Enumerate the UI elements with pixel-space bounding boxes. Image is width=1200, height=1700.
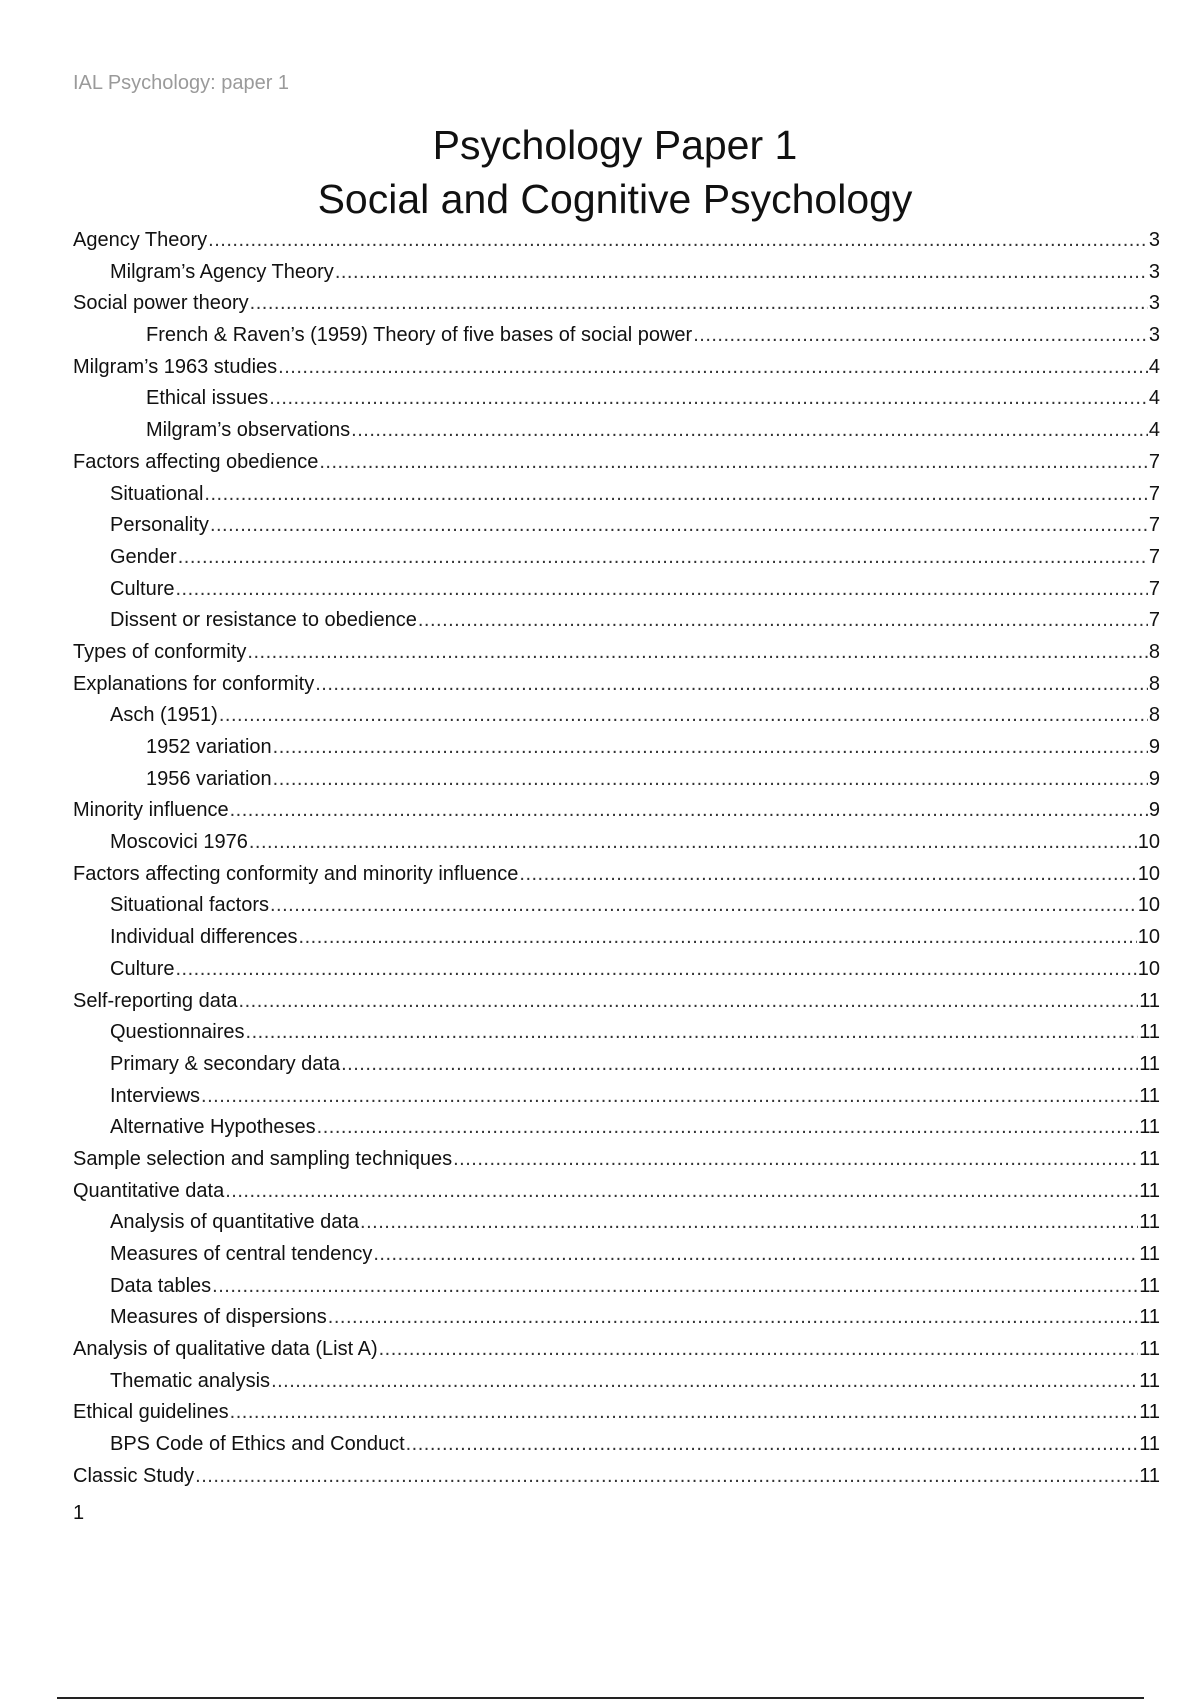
toc-dot-leader: [247, 637, 1147, 669]
toc-entry-page-number[interactable]: 3: [1148, 229, 1160, 251]
toc-dot-leader: [278, 352, 1148, 384]
toc-entry-page-number[interactable]: 10: [1137, 831, 1160, 854]
toc-entry-label[interactable]: Ethical guidelines: [73, 1401, 229, 1424]
toc-entry[interactable]: [73, 700, 1160, 732]
toc-entry[interactable]: [73, 1239, 1160, 1271]
toc-entry-label[interactable]: Situational factors: [110, 894, 269, 917]
toc-entry[interactable]: [73, 288, 1160, 320]
toc-entry-page-number[interactable]: 7: [1148, 545, 1160, 568]
toc-dot-leader: [328, 1302, 1138, 1334]
toc-entry-label[interactable]: Measures of central tendency: [110, 1243, 373, 1265]
toc-entry-label[interactable]: Measures of dispersions: [110, 1306, 327, 1329]
toc-entry-page-number[interactable]: 11: [1139, 1401, 1160, 1424]
toc-entry-page-number[interactable]: 8: [1148, 672, 1160, 695]
toc-entry-label[interactable]: Quantitative data: [73, 1179, 225, 1202]
toc-entry-page-number[interactable]: 11: [1139, 1179, 1160, 1202]
toc-entry-label[interactable]: Culture: [110, 577, 175, 600]
toc-entry[interactable]: [73, 986, 1160, 1018]
toc-entry-label[interactable]: Asch (1951): [110, 704, 218, 727]
toc-entry[interactable]: [73, 574, 1160, 606]
toc-entry-page-number[interactable]: 3: [1148, 292, 1160, 315]
toc-dot-leader: [269, 383, 1148, 415]
toc-entry[interactable]: [73, 542, 1160, 574]
toc-entry-label[interactable]: Self-reporting data: [73, 989, 238, 1012]
toc-entry-label[interactable]: Analysis of qualitative data (List A): [73, 1338, 378, 1361]
toc-entry[interactable]: [73, 352, 1160, 384]
toc-entry-page-number[interactable]: 7: [1148, 609, 1160, 632]
toc-entry-label[interactable]: Personality: [110, 514, 209, 537]
toc-entry[interactable]: [73, 1366, 1160, 1398]
toc-entry-page-number[interactable]: 11: [1139, 1243, 1160, 1265]
toc-entry-page-number[interactable]: 8: [1148, 640, 1160, 663]
toc-dot-leader: [249, 827, 1137, 859]
toc-entry-page-number[interactable]: 11: [1139, 1306, 1160, 1329]
toc-entry-label[interactable]: Types of conformity: [73, 640, 247, 663]
toc-entry-page-number[interactable]: 11: [1139, 1116, 1160, 1139]
toc-entry-label[interactable]: Situational: [110, 482, 204, 505]
toc-entry[interactable]: [73, 1049, 1160, 1081]
toc-dot-leader: [341, 1049, 1138, 1081]
title-line-2: Social and Cognitive Psychology: [317, 176, 913, 222]
toc-entry-label[interactable]: Interviews: [110, 1084, 201, 1107]
toc-dot-leader: [201, 1081, 1138, 1113]
toc-dot-leader: [335, 257, 1148, 289]
toc-dot-leader: [693, 320, 1148, 352]
toc-entry-page-number[interactable]: 10: [1137, 894, 1160, 917]
toc-dot-leader: [230, 1397, 1139, 1429]
toc-dot-leader: [208, 225, 1148, 257]
toc-dot-leader: [270, 890, 1137, 922]
toc-dot-leader: [315, 669, 1148, 701]
toc-dot-leader: [195, 1461, 1138, 1493]
toc-entry-page-number[interactable]: 11: [1139, 1147, 1160, 1170]
toc-entry[interactable]: [73, 1271, 1160, 1303]
toc-entry[interactable]: [73, 1334, 1160, 1366]
toc-entry[interactable]: [73, 257, 1160, 289]
toc-entry-label[interactable]: Primary & secondary data: [110, 1052, 341, 1075]
toc-entry[interactable]: [73, 383, 1160, 415]
toc-dot-leader: [239, 986, 1139, 1018]
toc-entry-page-number[interactable]: 11: [1139, 1211, 1160, 1234]
toc-entry[interactable]: [73, 1429, 1160, 1461]
toc-entry-page-number[interactable]: 9: [1148, 767, 1160, 790]
toc-entry-label[interactable]: French & Raven’s (1959) Theory of five bases of social power: [146, 324, 693, 347]
toc-dot-leader: [453, 1144, 1138, 1176]
toc-entry-page-number[interactable]: 7: [1148, 577, 1160, 600]
toc-dot-leader: [418, 605, 1148, 637]
toc-entry-label[interactable]: Milgram’s observations: [146, 419, 351, 442]
toc-entry-label[interactable]: Milgram’s 1963 studies: [73, 355, 278, 378]
toc-entry[interactable]: [73, 954, 1160, 986]
toc-entry[interactable]: [73, 225, 1160, 257]
toc-entry-page-number[interactable]: 4: [1148, 419, 1160, 442]
toc-entry[interactable]: [73, 764, 1160, 796]
toc-entry[interactable]: [73, 1112, 1160, 1144]
toc-entry[interactable]: [73, 890, 1160, 922]
toc-entry-page-number[interactable]: 11: [1139, 1052, 1160, 1075]
toc-dot-leader: [360, 1207, 1138, 1239]
toc-entry-label[interactable]: BPS Code of Ethics and Conduct: [110, 1433, 405, 1456]
toc-dot-leader: [351, 415, 1148, 447]
toc-entry[interactable]: [73, 510, 1160, 542]
toc-entry-page-number[interactable]: 4: [1148, 355, 1160, 378]
toc-entry-label[interactable]: Dissent or resistance to obedience: [110, 609, 417, 632]
title-line-1: Psychology Paper 1: [432, 122, 798, 168]
toc-entry-label[interactable]: Moscovici 1976: [110, 831, 248, 854]
toc-dot-leader: [273, 732, 1148, 764]
toc-entry-label[interactable]: Individual differences: [110, 926, 298, 949]
toc-entry-page-number[interactable]: 11: [1139, 1464, 1160, 1487]
toc-dot-leader: [406, 1429, 1139, 1461]
toc-dot-leader: [175, 574, 1147, 606]
toc-entry-page-number[interactable]: 11: [1139, 1084, 1160, 1107]
toc-entry-label[interactable]: Culture: [110, 957, 175, 980]
toc-entry-page-number[interactable]: 7: [1148, 514, 1160, 537]
toc-dot-leader: [319, 447, 1148, 479]
toc-entry[interactable]: [73, 1461, 1160, 1493]
toc-dot-leader: [299, 922, 1137, 954]
toc-entry-page-number[interactable]: 10: [1137, 926, 1160, 949]
toc-entry-label[interactable]: Thematic analysis: [110, 1369, 271, 1392]
toc-entry-page-number[interactable]: 4: [1148, 387, 1160, 410]
toc-entry-label[interactable]: Agency Theory: [73, 229, 208, 251]
toc-entry-page-number[interactable]: 11: [1139, 1338, 1160, 1361]
toc-dot-leader: [317, 1112, 1139, 1144]
toc-entry[interactable]: [73, 447, 1160, 479]
toc-entry-label[interactable]: Questionnaires: [110, 1021, 245, 1044]
toc-entry-page-number[interactable]: 3: [1148, 324, 1160, 347]
toc-entry-label[interactable]: Sample selection and sampling techniques: [73, 1147, 453, 1170]
table-of-contents: [73, 225, 1160, 1493]
toc-entry-page-number[interactable]: 11: [1139, 989, 1160, 1012]
toc-entry-label[interactable]: Factors affecting conformity and minority influence: [73, 862, 519, 885]
toc-entry-label[interactable]: Social power theory: [73, 292, 249, 315]
toc-dot-leader: [273, 764, 1148, 796]
running-header: IAL Psychology: paper 1: [73, 72, 290, 94]
toc-dot-leader: [271, 1366, 1138, 1398]
toc-dot-leader: [212, 1271, 1138, 1303]
toc-entry-label[interactable]: Ethical issues: [146, 387, 269, 410]
toc-dot-leader: [204, 479, 1147, 511]
toc-entry[interactable]: [73, 415, 1160, 447]
toc-dot-leader: [373, 1239, 1138, 1271]
document-title: [0, 118, 1200, 226]
toc-dot-leader: [225, 1176, 1138, 1208]
toc-dot-leader: [519, 859, 1136, 891]
toc-dot-leader: [175, 954, 1136, 986]
toc-entry-page-number[interactable]: 11: [1139, 1021, 1160, 1044]
toc-entry[interactable]: [73, 827, 1160, 859]
toc-entry-page-number[interactable]: 9: [1148, 736, 1160, 758]
footer-divider: [57, 1697, 1144, 1699]
toc-entry-label[interactable]: Factors affecting obedience: [73, 450, 319, 473]
toc-entry[interactable]: [73, 1144, 1160, 1176]
toc-dot-leader: [379, 1334, 1139, 1366]
toc-entry[interactable]: [73, 320, 1160, 352]
toc-entry[interactable]: [73, 795, 1160, 827]
toc-entry-page-number[interactable]: 7: [1148, 482, 1160, 505]
toc-entry[interactable]: [73, 1081, 1160, 1113]
toc-entry[interactable]: [73, 922, 1160, 954]
toc-entry-label[interactable]: Gender: [110, 545, 177, 568]
toc-entry-page-number[interactable]: 7: [1148, 450, 1160, 473]
page-number: 1: [73, 1502, 85, 1524]
toc-entry-page-number[interactable]: 10: [1137, 957, 1160, 980]
toc-entry[interactable]: [73, 1017, 1160, 1049]
toc-entry-label[interactable]: Alternative Hypotheses: [110, 1116, 316, 1139]
toc-entry[interactable]: [73, 1176, 1160, 1208]
toc-entry[interactable]: [73, 637, 1160, 669]
toc-entry-page-number[interactable]: 11: [1139, 1369, 1160, 1392]
toc-entry-label[interactable]: Classic Study: [73, 1464, 195, 1487]
toc-dot-leader: [219, 700, 1148, 732]
toc-entry[interactable]: [73, 669, 1160, 701]
toc-entry-page-number[interactable]: 11: [1139, 1433, 1160, 1456]
toc-dot-leader: [178, 542, 1148, 574]
toc-dot-leader: [250, 288, 1148, 320]
toc-entry-label[interactable]: Analysis of quantitative data: [110, 1211, 360, 1234]
toc-entry-page-number[interactable]: 11: [1139, 1274, 1160, 1297]
toc-dot-leader: [210, 510, 1148, 542]
toc-entry[interactable]: [73, 859, 1160, 891]
toc-entry-label[interactable]: 1956 variation: [146, 767, 272, 790]
toc-entry-label[interactable]: Minority influence: [73, 799, 229, 822]
toc-entry[interactable]: [73, 1302, 1160, 1334]
toc-entry-label[interactable]: Data tables: [110, 1274, 212, 1297]
toc-entry-page-number[interactable]: 8: [1148, 704, 1160, 727]
toc-dot-leader: [230, 795, 1148, 827]
toc-entry[interactable]: [73, 1207, 1160, 1239]
toc-entry-page-number[interactable]: 9: [1148, 799, 1160, 822]
toc-entry-page-number[interactable]: 10: [1137, 862, 1160, 885]
toc-dot-leader: [246, 1017, 1139, 1049]
toc-entry[interactable]: [73, 732, 1160, 764]
toc-entry[interactable]: [73, 479, 1160, 511]
toc-entry[interactable]: [73, 605, 1160, 637]
toc-entry-label[interactable]: Explanations for conformity: [73, 672, 315, 695]
toc-entry-label[interactable]: Milgram’s Agency Theory: [110, 260, 334, 283]
toc-entry-label[interactable]: 1952 variation: [146, 736, 272, 758]
toc-entry-page-number[interactable]: 3: [1148, 260, 1160, 283]
toc-entry[interactable]: [73, 1397, 1160, 1429]
